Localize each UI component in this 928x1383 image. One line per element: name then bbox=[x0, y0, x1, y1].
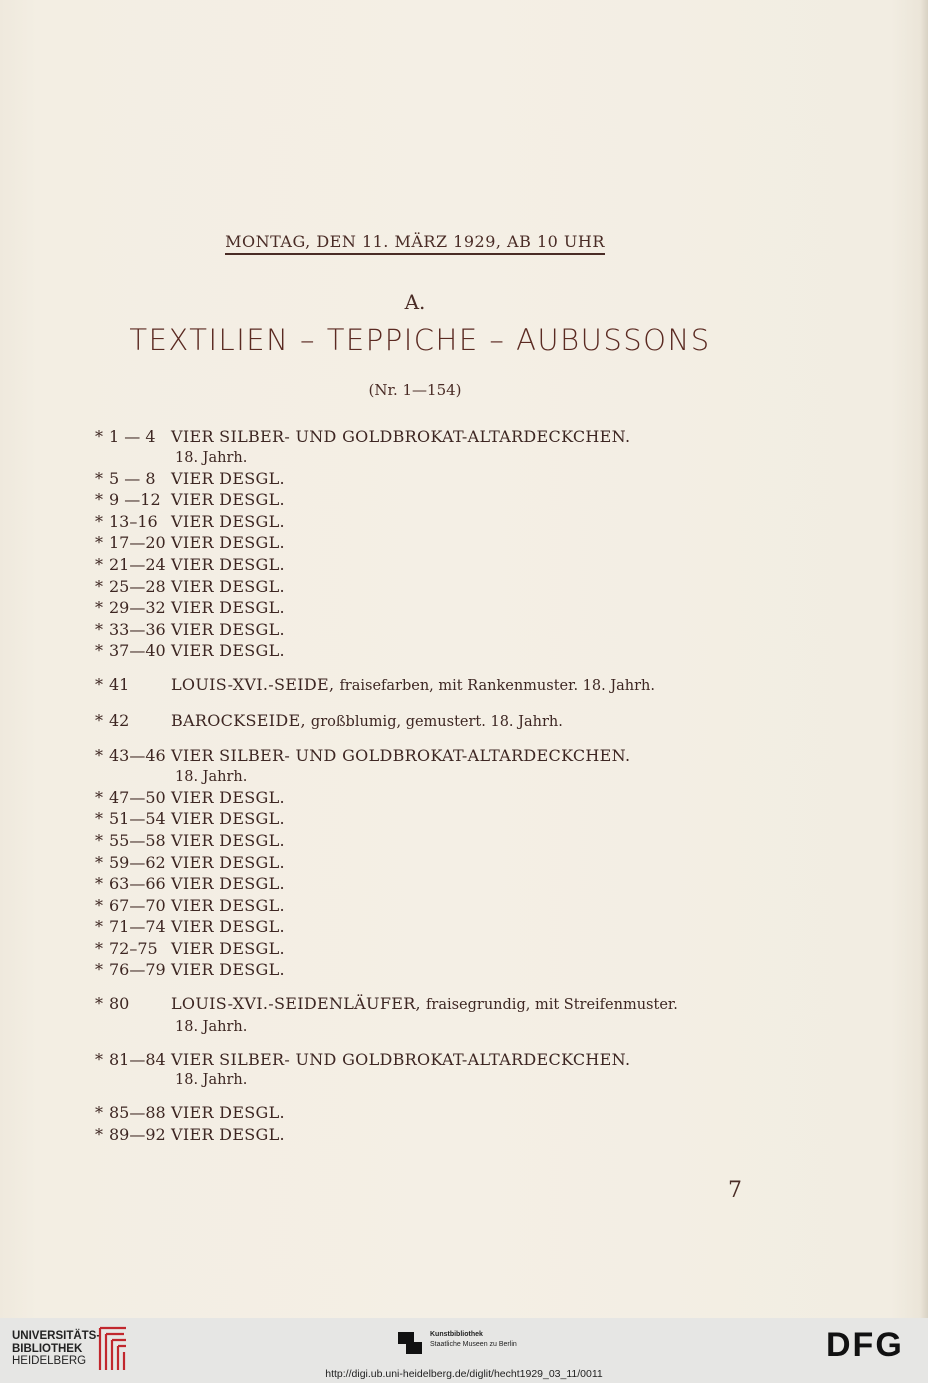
lot-entry bbox=[95, 916, 735, 938]
lot-number: 81—84 bbox=[109, 1049, 166, 1069]
lot-entry bbox=[95, 895, 735, 917]
lot-entry bbox=[95, 938, 735, 960]
lot-star: * bbox=[95, 895, 103, 915]
lot-entry bbox=[95, 993, 735, 1017]
lot-date: 18. Jahrh. bbox=[175, 449, 248, 466]
lot-star: * bbox=[95, 619, 103, 639]
lot-number: 72–75 bbox=[109, 938, 158, 958]
lot-entry bbox=[95, 597, 735, 619]
lot-star: * bbox=[95, 641, 103, 661]
lot-number: 59—62 bbox=[109, 852, 166, 872]
kunstbibliothek-icon bbox=[396, 1328, 424, 1356]
lot-name: VIER DESGL. bbox=[171, 895, 285, 915]
lot-name: VIER DESGL. bbox=[171, 1103, 285, 1123]
lot-entry bbox=[95, 710, 735, 734]
lot-star: * bbox=[95, 598, 103, 618]
lot-number: 41 bbox=[109, 674, 130, 694]
lot-date: 18. Jahrh. bbox=[175, 1072, 248, 1089]
auction-date-text: MONTAG, DEN 11. MÄRZ 1929, AB 10 UHR bbox=[225, 232, 605, 255]
lot-number: 9 —12 bbox=[109, 490, 161, 510]
lot-entry bbox=[95, 426, 735, 448]
lot-star: * bbox=[95, 994, 103, 1014]
kb-line: Kunstbibliothek bbox=[430, 1331, 483, 1338]
lot-star: * bbox=[95, 511, 103, 531]
entry-spacer bbox=[95, 698, 735, 710]
university-line: BIBLIOTHEK bbox=[12, 1342, 83, 1355]
lot-name: BAROCKSEIDE, bbox=[171, 710, 306, 730]
lot-entry bbox=[95, 640, 735, 662]
lot-star: * bbox=[95, 468, 103, 488]
lot-number: 13–16 bbox=[109, 511, 158, 531]
lot-name: VIER DESGL. bbox=[171, 598, 285, 618]
lot-name: VIER DESGL. bbox=[171, 619, 285, 639]
lot-number: 85—88 bbox=[109, 1103, 166, 1123]
lot-number: 25—28 bbox=[109, 576, 166, 596]
lot-name: LOUIS-XVI.-SEIDE, bbox=[171, 674, 335, 694]
lot-number: 17—20 bbox=[109, 533, 166, 553]
lot-number: 89—92 bbox=[109, 1124, 166, 1144]
lot-number: 76—79 bbox=[109, 960, 166, 980]
lot-date: 18. Jahrh. bbox=[175, 768, 248, 785]
dfg-logo: DFG bbox=[826, 1326, 904, 1364]
lot-name: VIER DESGL. bbox=[171, 787, 285, 807]
lot-number: 21—24 bbox=[109, 554, 166, 574]
entry-spacer bbox=[95, 1037, 735, 1049]
lot-name: VIER SILBER- UND GOLDBROKAT-ALTARDECKCHEN. bbox=[171, 427, 631, 446]
page-edge bbox=[920, 0, 928, 1318]
lot-star: * bbox=[95, 809, 103, 829]
lot-star: * bbox=[95, 746, 103, 766]
lot-entry bbox=[95, 1102, 735, 1124]
lot-description: fraisefarben, mit Rankenmuster. 18. Jahrh. bbox=[339, 677, 656, 694]
lot-entry bbox=[95, 674, 735, 698]
lot-star: * bbox=[95, 960, 103, 980]
lot-entry bbox=[95, 852, 735, 874]
lot-name: VIER DESGL. bbox=[171, 533, 285, 553]
lot-name: VIER DESGL. bbox=[171, 641, 285, 661]
lot-entry bbox=[95, 468, 735, 490]
kb-line: Staatliche Museen zu Berlin bbox=[430, 1341, 517, 1348]
section-letter: A. bbox=[404, 290, 426, 314]
lot-entry bbox=[95, 576, 735, 598]
lot-number: 29—32 bbox=[109, 598, 166, 618]
lot-number: 67—70 bbox=[109, 895, 166, 915]
entry-spacer bbox=[95, 733, 735, 745]
kunstbibliothek-text bbox=[430, 1330, 517, 1350]
lot-name: VIER DESGL. bbox=[171, 830, 285, 850]
lot-name: LOUIS-XVI.-SEIDENLÄUFER, bbox=[171, 994, 421, 1014]
lot-entry bbox=[95, 808, 735, 830]
lot-star: * bbox=[95, 427, 103, 446]
lot-entry bbox=[95, 1124, 735, 1146]
lot-number: 51—54 bbox=[109, 809, 166, 829]
lot-name: VIER DESGL. bbox=[171, 1124, 285, 1144]
lot-name: VIER DESGL. bbox=[171, 490, 285, 510]
lot-number: 43—46 bbox=[109, 746, 166, 766]
lot-star: * bbox=[95, 1124, 103, 1144]
lot-date: 18. Jahrh. bbox=[175, 1018, 248, 1035]
lot-name: VIER DESGL. bbox=[171, 874, 285, 894]
page-number: 7 bbox=[728, 1178, 742, 1203]
lot-number: 33—36 bbox=[109, 619, 166, 639]
lot-description: fraisegrundig, mit Streifenmuster. bbox=[426, 997, 678, 1014]
lot-star: * bbox=[95, 1103, 103, 1123]
lot-number: 71—74 bbox=[109, 917, 166, 937]
lot-entry bbox=[95, 873, 735, 895]
entry-spacer bbox=[95, 981, 735, 993]
university-library-logo-text bbox=[12, 1330, 100, 1368]
lot-star: * bbox=[95, 787, 103, 807]
lot-entry bbox=[95, 1049, 735, 1071]
lot-star: * bbox=[95, 533, 103, 553]
lot-number: 63—66 bbox=[109, 874, 166, 894]
lot-number: 5 — 8 bbox=[109, 468, 156, 488]
lot-entry bbox=[95, 745, 735, 767]
source-url[interactable]: http://digi.ub.uni-heidelberg.de/diglit/hecht1929_03_11/0011 bbox=[325, 1368, 603, 1380]
lot-star: * bbox=[95, 674, 103, 694]
lot-star: * bbox=[95, 490, 103, 510]
entry-spacer bbox=[95, 662, 735, 674]
lot-name: VIER DESGL. bbox=[171, 511, 285, 531]
lot-description: großblumig, gemustert. 18. Jahrh. bbox=[310, 713, 563, 730]
lot-range: (Nr. 1—154) bbox=[368, 381, 462, 399]
lot-name: VIER DESGL. bbox=[171, 554, 285, 574]
lot-name: VIER DESGL. bbox=[171, 576, 285, 596]
lot-star: * bbox=[95, 830, 103, 850]
lot-entry bbox=[95, 532, 735, 554]
lot-star: * bbox=[95, 576, 103, 596]
auction-date-header bbox=[200, 232, 630, 251]
section-title: TEXTILIEN – TEPPICHE – AUBUSSONS bbox=[129, 323, 711, 357]
lot-number: 55—58 bbox=[109, 830, 166, 850]
lot-star: * bbox=[95, 554, 103, 574]
lot-name: VIER SILBER- UND GOLDBROKAT-ALTARDECKCHEN. bbox=[171, 1049, 631, 1069]
lot-entry bbox=[95, 787, 735, 809]
lot-name: VIER DESGL. bbox=[171, 917, 285, 937]
lot-star: * bbox=[95, 874, 103, 894]
lot-number: 37—40 bbox=[109, 641, 166, 661]
lot-name: VIER DESGL. bbox=[171, 468, 285, 488]
lot-entry bbox=[95, 554, 735, 576]
lot-number: 1 — 4 bbox=[109, 427, 156, 446]
lot-name: VIER DESGL. bbox=[171, 960, 285, 980]
lot-name: VIER DESGL. bbox=[171, 938, 285, 958]
university-library-icon bbox=[96, 1324, 130, 1374]
lot-star: * bbox=[95, 917, 103, 937]
lot-star: * bbox=[95, 1049, 103, 1069]
lot-entry bbox=[95, 830, 735, 852]
lot-star: * bbox=[95, 852, 103, 872]
lot-number: 47—50 bbox=[109, 787, 166, 807]
lot-entry bbox=[95, 511, 735, 533]
lot-number: 42 bbox=[109, 710, 130, 730]
university-line: HEIDELBERG bbox=[12, 1355, 87, 1367]
lot-list bbox=[95, 426, 735, 1145]
lot-entry bbox=[95, 619, 735, 641]
lot-name: VIER DESGL. bbox=[171, 852, 285, 872]
lot-name: VIER SILBER- UND GOLDBROKAT-ALTARDECKCHEN. bbox=[171, 746, 631, 766]
lot-star: * bbox=[95, 710, 103, 730]
lot-number: 80 bbox=[109, 994, 130, 1014]
lot-star: * bbox=[95, 938, 103, 958]
lot-entry bbox=[95, 489, 735, 511]
lot-entry bbox=[95, 959, 735, 981]
entry-spacer bbox=[95, 1090, 735, 1102]
lot-name: VIER DESGL. bbox=[171, 809, 285, 829]
university-line: UNIVERSITÄTS- bbox=[12, 1330, 101, 1342]
